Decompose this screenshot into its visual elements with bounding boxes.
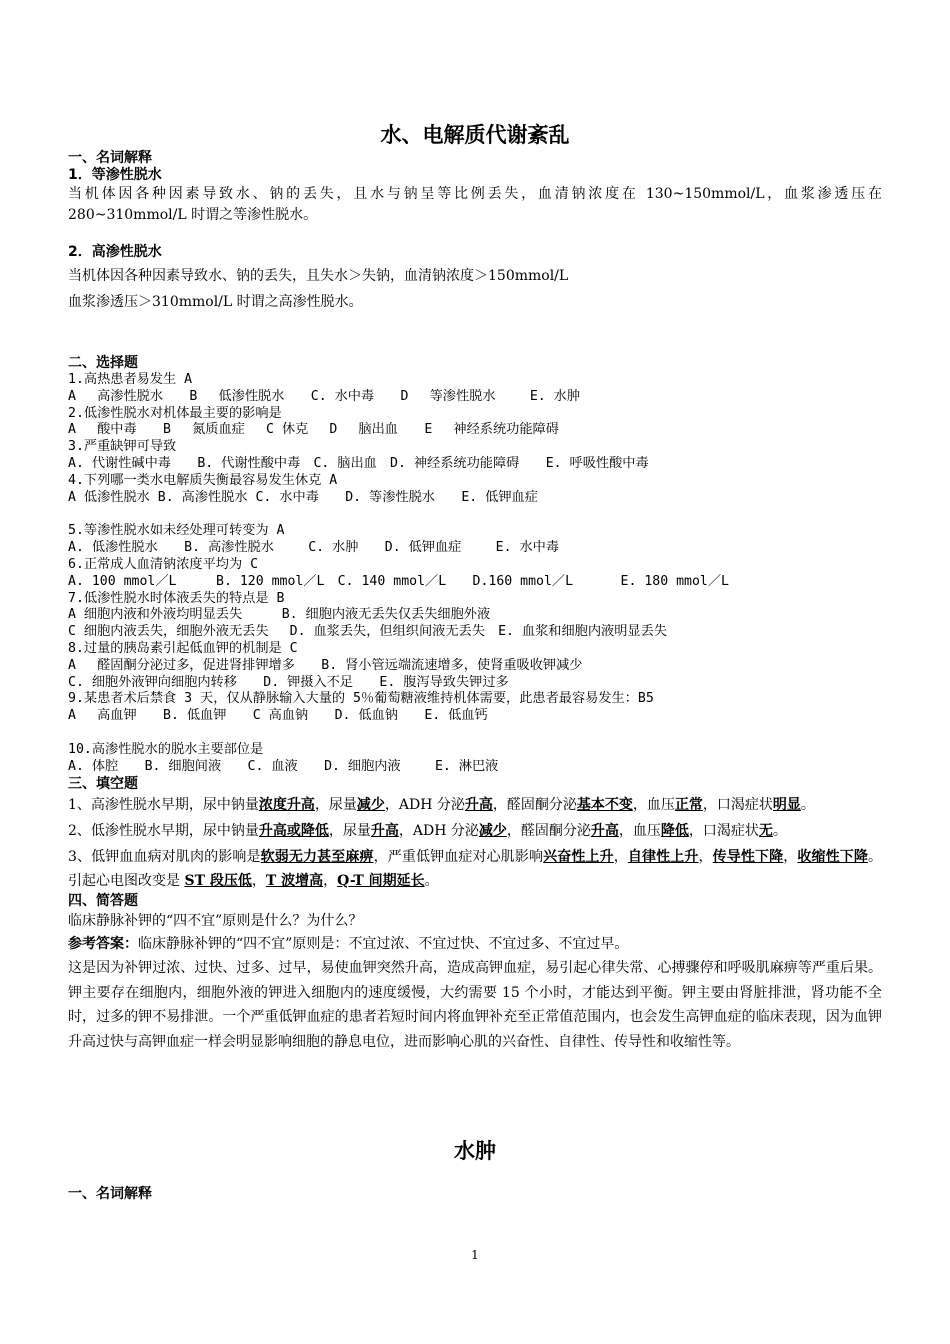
fill-answer: 收缩性下降 — [797, 848, 869, 865]
fill-answer: 自律性上升 — [627, 848, 699, 865]
fill-question-3 — [68, 845, 882, 893]
fill-text: ，严重低钾血症对心肌影响 — [373, 848, 544, 865]
fill-text: ，血压 — [632, 796, 675, 813]
term-definition-2a: 当机体因各种因素导致水、钠的丢失，且失水＞失钠，血清钠浓度＞150mmol/L — [68, 268, 569, 284]
page-title: 水、电解质代谢紊乱 — [380, 122, 570, 147]
fill-text: ， — [323, 872, 338, 889]
fill-text: 3、低钾血血病对肌肉的影响是 — [68, 848, 261, 865]
section-heading-fill: 三、填空题 — [68, 775, 138, 792]
mcq-line: 6.正常成人血清钠浓度平均为 C — [68, 556, 259, 572]
fill-answer: 无 — [758, 822, 773, 839]
mcq-line: 2.低渗性脱水对机体最主要的影响是 — [68, 405, 282, 421]
fill-answer: 正常 — [674, 796, 703, 813]
fill-text: 。引起心电图改变是 — [68, 848, 883, 889]
fill-text: 1、高渗性脱水早期，尿中钠量 — [68, 796, 259, 813]
fill-answer: 降低 — [660, 822, 689, 839]
mcq-line: 1.高热患者易发生 A — [68, 372, 193, 387]
mcq-line: 4.下列哪一类水电解质失衡最容易发生休克 A — [68, 472, 338, 488]
mcq-line: A. 低渗性脱水 B. 高渗性脱水 C. 水肿 D. 低钾血症 E. 水中毒 — [68, 540, 560, 556]
mcq-block-1 — [68, 372, 882, 506]
fill-text: ，醛固酮分泌 — [492, 796, 577, 813]
essay-question: 临床静脉补钾的“四不宜”原则是什么？为什么？ — [68, 912, 363, 929]
mcq-line: A. 体腔 B. 细胞间液 C. 血液 D. 细胞内液 E. 淋巴液 — [68, 758, 499, 774]
fill-answer: 升高 — [590, 822, 619, 839]
mcq-line: 7.低渗性脱水时体液丢失的特点是 B — [68, 590, 285, 606]
fill-text: ，ADH 分泌 — [384, 796, 465, 813]
section-heading-mcq: 二、选择题 — [68, 355, 138, 371]
mcq-line: 8.过量的胰岛素引起低血钾的机制是 C — [68, 640, 298, 656]
answer-label: 参考答案： — [68, 935, 138, 952]
fill-answer: 升高或降低 — [258, 822, 329, 839]
mcq-line: A 高渗性脱水 B 低渗性脱水 C. 水中毒 D 等渗性脱水 E. 水肿 — [68, 388, 581, 404]
fill-text: ， — [251, 872, 266, 889]
section-heading-essay: 四、简答题 — [68, 892, 138, 909]
page-number: 1 — [471, 1248, 479, 1262]
mcq-line: C. 细胞外液钾向细胞内转移 D. 钾摄入不足 E. 腹泻导致失钾过多 — [68, 674, 509, 690]
fill-text: ，口渴症状 — [688, 822, 759, 839]
fill-text: ，醛固酮分泌 — [506, 822, 591, 839]
essay-answer-body: 这是因为补钾过浓、过快、过多、过早，易使血钾突然升高，造成高钾血症，易引起心律失常、心搏骤停和呼吸肌麻痹等严重后果。钾主要存在细胞内，细胞外液的钾进入细胞内的速度缓慢，大约需要 15 个小时，才能达到平衡。钾主要由肾脏排泄，肾功能不全时，过多的钾不易排泄。一个严重低钾血症的患者若短时间内将血钾补充至正常值范围内，也会发生高钾血症的临床表现，因为血钾升高过快与高钾血症一样会明显影响细胞的静息电位，进而影响心肌的兴奋性、自律性、传导性和收缩性等。 — [68, 960, 882, 1050]
fill-text: 。 — [800, 796, 815, 813]
fill-answer: 升高 — [464, 796, 493, 813]
fill-text: ，ADH 分泌 — [398, 822, 479, 839]
fill-answer: 软弱无力甚至麻痹 — [260, 848, 374, 865]
section-title-edema: 水肿 — [454, 1138, 496, 1163]
mcq-line: A. 100 mmol／L B. 120 mmol／L C. 140 mmol／L D.160 mmol／L E. 180 mmol／L — [68, 573, 729, 589]
fill-answer: 兴奋性上升 — [543, 848, 614, 865]
section-heading-terms: 一、名词解释 — [68, 150, 152, 166]
fill-text: ， — [613, 848, 628, 865]
fill-answer: T 波增高 — [265, 872, 324, 889]
fill-answer: 减少 — [356, 796, 385, 813]
fill-text: ，口渴症状 — [702, 796, 773, 813]
fill-answer: ST 段压低 — [184, 872, 252, 889]
mcq-line: 10.高渗性脱水的脱水主要部位是 — [68, 741, 264, 757]
fill-answer: 基本不变 — [576, 796, 633, 813]
mcq-line: 9.某患者术后禁食 3 天，仅从静脉输入大量的 5％葡萄糖液维持机体需要，此患者最容易发生：B5 — [68, 691, 654, 707]
fill-text: 。 — [424, 872, 439, 889]
mcq-line: A 细胞内液和外液均明显丢失 B. 细胞内液无丢失仅丢失细胞外液 — [68, 607, 491, 623]
fill-answer: Q-T 间期延长 — [337, 872, 425, 889]
section-heading-edema-terms: 一、名词解释 — [68, 1186, 152, 1202]
fill-answer: 升高 — [370, 822, 399, 839]
fill-text: ，尿量 — [314, 796, 357, 813]
fill-answer: 减少 — [478, 822, 507, 839]
mcq-block-3 — [68, 742, 882, 776]
term-heading-2: 2．高渗性脱水 — [68, 244, 162, 260]
fill-text: ，血压 — [618, 822, 661, 839]
mcq-line: A 醛固酮分泌过多，促进肾排钾增多 B. 肾小管远端流速增多，使肾重吸收钾减少 — [68, 657, 583, 673]
term-heading-1: 1．等渗性脱水 — [68, 167, 162, 183]
mcq-line: 5.等渗性脱水如未经处理可转变为 A — [68, 523, 285, 539]
fill-answer: 传导性下降 — [712, 848, 784, 865]
mcq-line: A. 代谢性碱中毒 B. 代谢性酸中毒 C. 脑出血 D. 神经系统功能障碍 E. 呼吸性酸中毒 — [68, 455, 649, 471]
term-definition-2b: 血浆渗透压＞310mmol/L 时谓之高渗性脱水。 — [68, 294, 363, 310]
fill-question-2 — [68, 819, 882, 843]
fill-answer: 浓度升高 — [258, 796, 315, 813]
mcq-line: A 酸中毒 B 氮质血症 C 休克 D 脑出血 E 神经系统功能障碍 — [68, 422, 559, 438]
fill-text: ， — [698, 848, 713, 865]
mcq-block-2 — [68, 523, 882, 725]
fill-text: 2、低渗性脱水早期，尿中钠量 — [68, 822, 259, 839]
fill-text: 。 — [772, 822, 787, 839]
fill-text: ， — [783, 848, 798, 865]
fill-question-1 — [68, 793, 882, 817]
answer-head-text: 临床静脉补钾的“四不宜”原则是：不宜过浓、不宜过快、不宜过多、不宜过早。 — [138, 935, 629, 952]
page-content — [68, 118, 882, 1054]
fill-text: ，尿量 — [328, 822, 371, 839]
mcq-line: C 细胞内液丢失，细胞外液无丢失 D. 血浆丢失，但组织间液无丢失 E. 血浆和细胞内液明显丢失 — [68, 624, 667, 640]
term-definition-1: 当机体因各种因素导致水、钠的丢失，且水与钠呈等比例丢失，血清钠浓度在 130~150mmol/L，血浆渗透压在 280~310mmol/L 时谓之等渗性脱水。 — [68, 186, 882, 223]
mcq-line: 3.严重缺钾可导致 — [68, 439, 177, 455]
essay-answer-head — [68, 932, 882, 957]
fill-answer: 明显 — [772, 796, 801, 813]
mcq-line: A 高血钾 B. 低血钾 C 高血钠 D. 低血钠 E. 低血钙 — [68, 708, 488, 724]
mcq-line: A 低渗性脱水 B. 高渗性脱水 C. 水中毒 D. 等渗性脱水 E. 低钾血症 — [68, 489, 538, 505]
